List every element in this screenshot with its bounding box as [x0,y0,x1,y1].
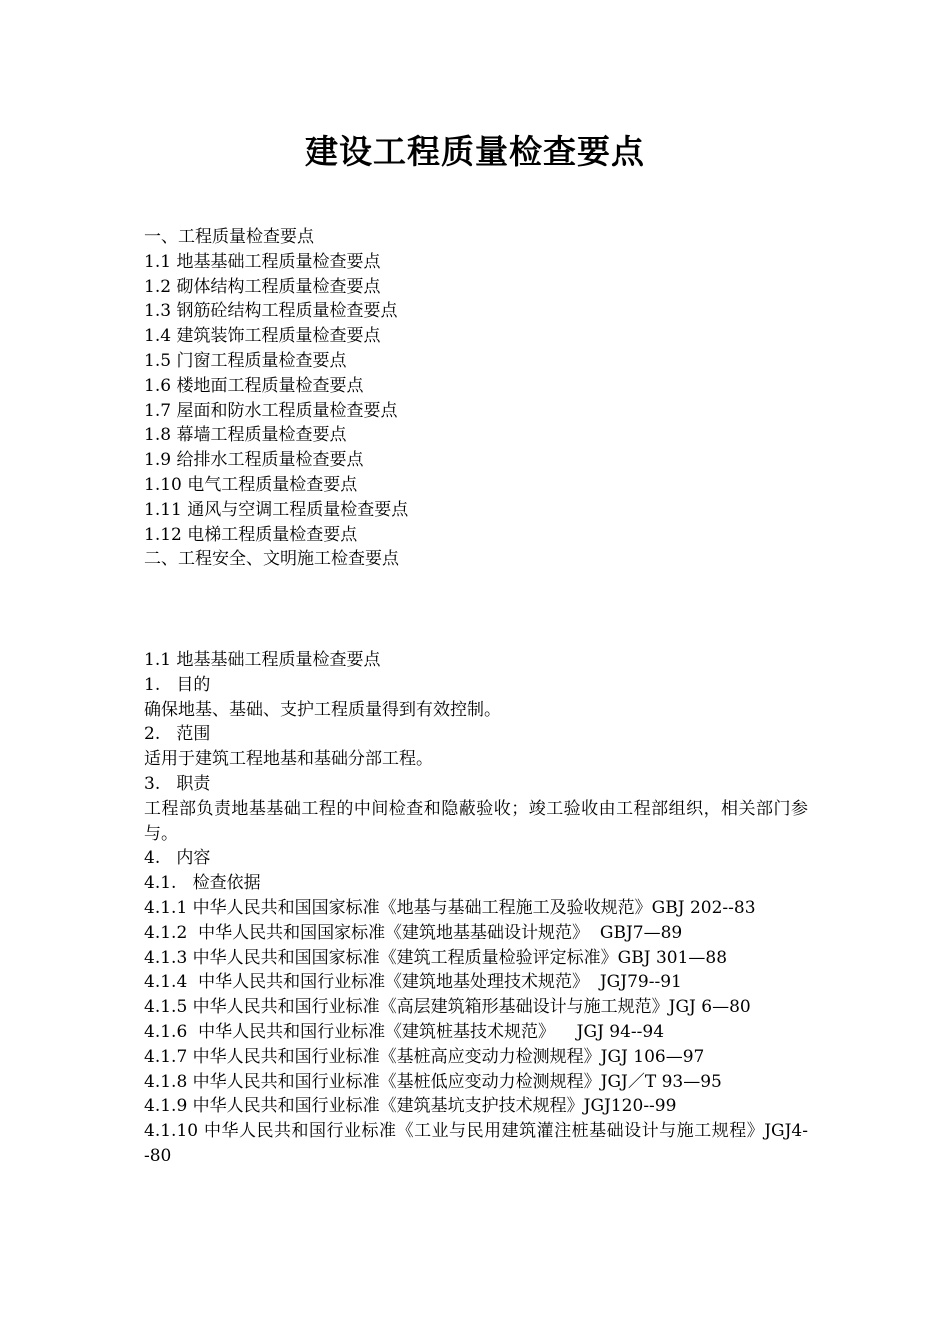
reference-item: 4.1.2 中华人民共和国国家标准《建筑地基基础设计规范》 GBJ7—89 [144,922,683,943]
toc-item: 1.10 电气工程质量检查要点 [144,474,358,495]
duty-label: 3. 职责 [144,773,211,794]
duty-text: 工程部负责地基基础工程的中间检查和隐蔽验收；竣工验收由工程部组织，相关部门参与。 [144,798,808,844]
toc-item: 1.5 门窗工程质量检查要点 [144,350,347,371]
reference-item: 4.1.7 中华人民共和国行业标准《基桩高应变动力检测规程》JGJ 106—97 [144,1046,705,1067]
basis-label: 4.1. 检查依据 [144,873,261,894]
scope-text: 适用于建筑工程地基和基础分部工程。 [144,749,433,770]
toc-item: 一、工程质量检查要点 [144,227,314,247]
reference-item: 4.1.1 中华人民共和国国家标准《地基与基础工程施工及验收规范》GBJ 202--83 [144,897,756,918]
scope-label: 2. 范围 [144,724,211,745]
reference-item: 4.1.4 中华人民共和国行业标准《建筑地基处理技术规范》 JGJ79--91 [144,972,682,993]
section-heading: 1.1 地基基础工程质量检查要点 [144,650,381,670]
section-body [144,648,808,1169]
reference-item: 4.1.9 中华人民共和国行业标准《建筑基坑支护技术规程》JGJ120--99 [144,1096,677,1117]
toc-item: 1.7 屋面和防水工程质量检查要点 [144,400,398,421]
toc-item: 1.3 钢筋砼结构工程质量检查要点 [144,301,398,322]
toc-item: 1.6 楼地面工程质量检查要点 [144,375,364,396]
toc-item: 1.4 建筑装饰工程质量检查要点 [144,326,381,347]
reference-item: 4.1.5 中华人民共和国行业标准《高层建筑箱形基础设计与施工规范》JGJ 6—80 [144,997,751,1018]
content-label: 4. 内容 [144,848,211,869]
document-title: 建设工程质量检查要点 [305,132,645,171]
table-of-contents [144,225,824,572]
reference-item: 4.1.10 中华人民共和国行业标准《工业与民用建筑灌注桩基础设计与施工规程》JGJ4--80 [144,1121,808,1166]
reference-item: 4.1.6 中华人民共和国行业标准《建筑桩基技术规范》 JGJ 94--94 [144,1021,665,1042]
toc-item: 1.12 电梯工程质量检查要点 [144,524,358,545]
purpose-label: 1. 目的 [144,674,211,695]
toc-item: 1.1 地基基础工程质量检查要点 [144,251,381,272]
toc-item: 1.9 给排水工程质量检查要点 [144,450,364,471]
reference-item: 4.1.8 中华人民共和国行业标准《基桩低应变动力检测规程》JGJ／T 93—95 [144,1071,722,1092]
toc-item: 1.2 砌体结构工程质量检查要点 [144,276,381,297]
toc-item: 1.8 幕墙工程质量检查要点 [144,425,347,446]
purpose-text: 确保地基、基础、支护工程质量得到有效控制。 [144,699,501,720]
toc-item: 二、工程安全、文明施工检查要点 [144,549,399,570]
reference-item: 4.1.3 中华人民共和国国家标准《建筑工程质量检验评定标准》GBJ 301—88 [144,947,728,968]
toc-item: 1.11 通风与空调工程质量检查要点 [144,499,409,520]
